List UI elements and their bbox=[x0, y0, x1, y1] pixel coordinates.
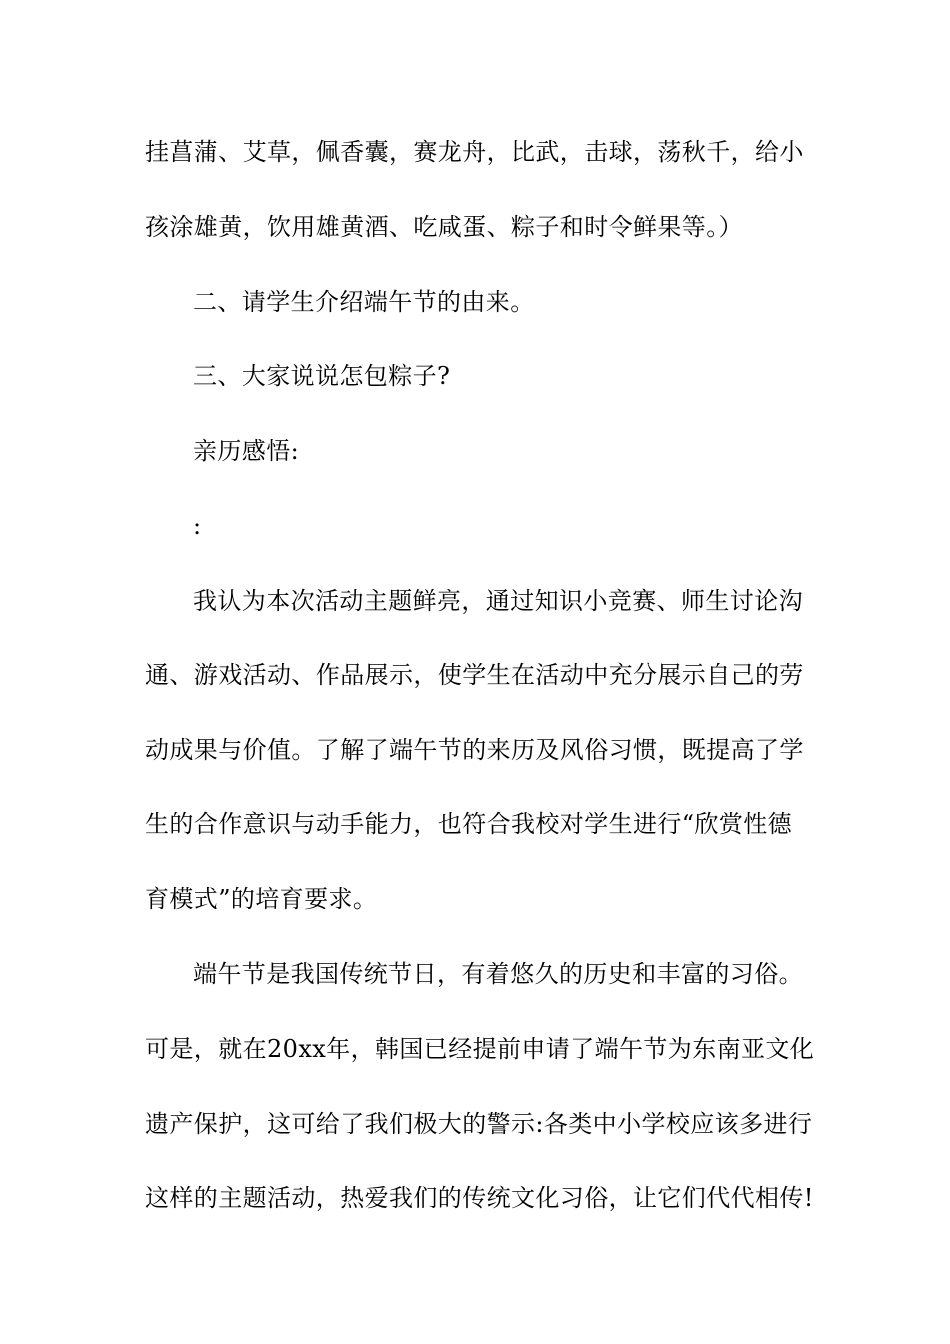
text-line-7: 我认为本次活动主题鲜亮，通过知识小竞赛、师生讨论沟 bbox=[193, 587, 803, 615]
text-line-13: 可是，就在20xx年，韩国已经提前申请了端午节为东南亚文化 bbox=[145, 1035, 815, 1063]
text-line-6: : bbox=[193, 512, 202, 540]
text-line-1: 挂菖蒲、艾草，佩香囊，赛龙舟，比武，击球，荡秋千，给小 bbox=[145, 138, 804, 166]
text-line-15: 这样的主题活动，热爱我们的传统文化习俗，让它们代代相传! bbox=[145, 1184, 814, 1212]
text-line-3: 二、请学生介绍端午节的由来。 bbox=[193, 288, 535, 316]
text-line-12: 端午节是我国传统节日，有着悠久的历史和丰富的习俗。 bbox=[193, 960, 803, 988]
text-line-2: 孩涂雄黄，饮用雄黄酒、吃咸蛋、粽子和时令鲜果等。） bbox=[145, 213, 743, 241]
text-line-8: 通、游戏活动、作品展示，使学生在活动中充分展示自己的劳 bbox=[145, 661, 804, 689]
text-line-4: 三、大家说说怎包粽子? bbox=[193, 362, 451, 390]
text-line-11: 育模式”的培育要求。 bbox=[145, 885, 378, 913]
text-line-5: 亲历感悟: bbox=[193, 437, 300, 465]
text-line-10: 生的合作意识与动手能力，也符合我校对学生进行“欣赏性德 bbox=[145, 810, 793, 838]
text-line-9: 动成果与价值。了解了端午节的来历及风俗习惯，既提高了学 bbox=[145, 736, 804, 764]
text-line-14: 遗产保护，这可给了我们极大的警示:各类中小学校应该多进行 bbox=[145, 1110, 813, 1138]
